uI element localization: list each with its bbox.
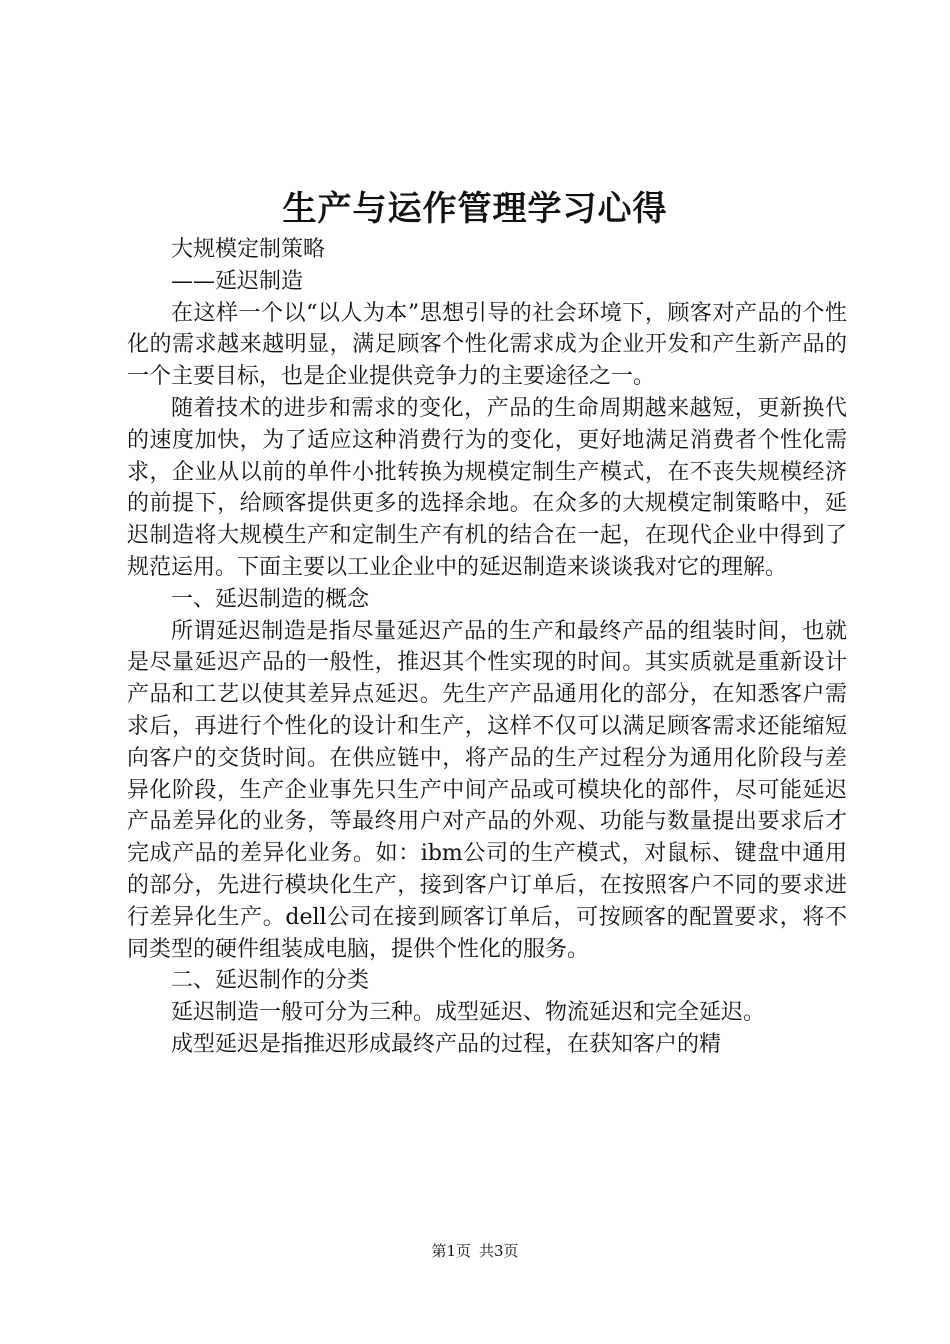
document-title: 生产与运作管理学习心得 <box>282 189 668 229</box>
page-number: 第1页 <box>431 1242 471 1260</box>
document-body <box>127 234 847 1061</box>
page-total: 共3页 <box>479 1242 519 1260</box>
section-heading: 二、延迟制作的分类 <box>171 968 370 994</box>
section-heading: 一、延迟制造的概念 <box>171 586 370 612</box>
paragraph: 所谓延迟制造是指尽量延迟产品的生产和最终产品的组装时间，也就是尽量延迟产品的一般性，推迟其个性实现的时间。其实质就是重新设计产品和工艺以使其差异点延迟。先生产产品通用化的部分，在知悉客户需求后，再进行个性化的设计和生产，这样不仅可以满足顾客需求还能缩短向客户的交货时间。在供应链中，将产品的生产过程分为通用化阶段与差异化阶段，生产企业事先只生产中间产品或可模块化的部件，尽可能延迟产品差异化的业务，等最终用户对产品的外观、功能与数量提出要求后才完成产品的差异化业务。如：ibm公司的生产模式，对鼠标、键盘中通用的部分，先进行模块化生产，接到客户订单后，在按照客户不同的要求进行差异化生产。dell公司在接到顾客订单后，可按顾客的配置要求，将不同类型的硬件组装成电脑，提供个性化的服务。 <box>127 618 847 962</box>
page-footer <box>0 1240 950 1262</box>
paragraph: 随着技术的进步和需求的变化，产品的生命周期越来越短，更新换代的速度加快，为了适应这种消费行为的变化，更好地满足消费者个性化需求，企业从以前的单件小批转换为规模定制生产模式，在不丧失规模经济的前提下，给顾客提供更多的选择余地。在众多的大规模定制策略中，延迟制造将大规模生产和定制生产有机的结合在一起，在现代企业中得到了规范运用。下面主要以工业企业中的延迟制造来谈谈我对它的理解。 <box>127 395 847 580</box>
paragraph-subtitle: 大规模定制策略 <box>171 237 326 262</box>
paragraph-subtitle-dash: ——延迟制造 <box>171 268 304 294</box>
paragraph: 在这样一个以“以人为本”思想引导的社会环境下，顾客对产品的个性化的需求越来越明显，满足顾客个性化需求成为企业开发和产生新产品的一个主要目标，也是企业提供竞争力的主要途径之一。 <box>127 300 847 390</box>
paragraph: 成型延迟是指推迟形成最终产品的过程，在获知客户的精 <box>171 1031 722 1057</box>
paragraph: 延迟制造一般可分为三种。成型延迟、物流延迟和完全延迟。 <box>171 1000 766 1026</box>
